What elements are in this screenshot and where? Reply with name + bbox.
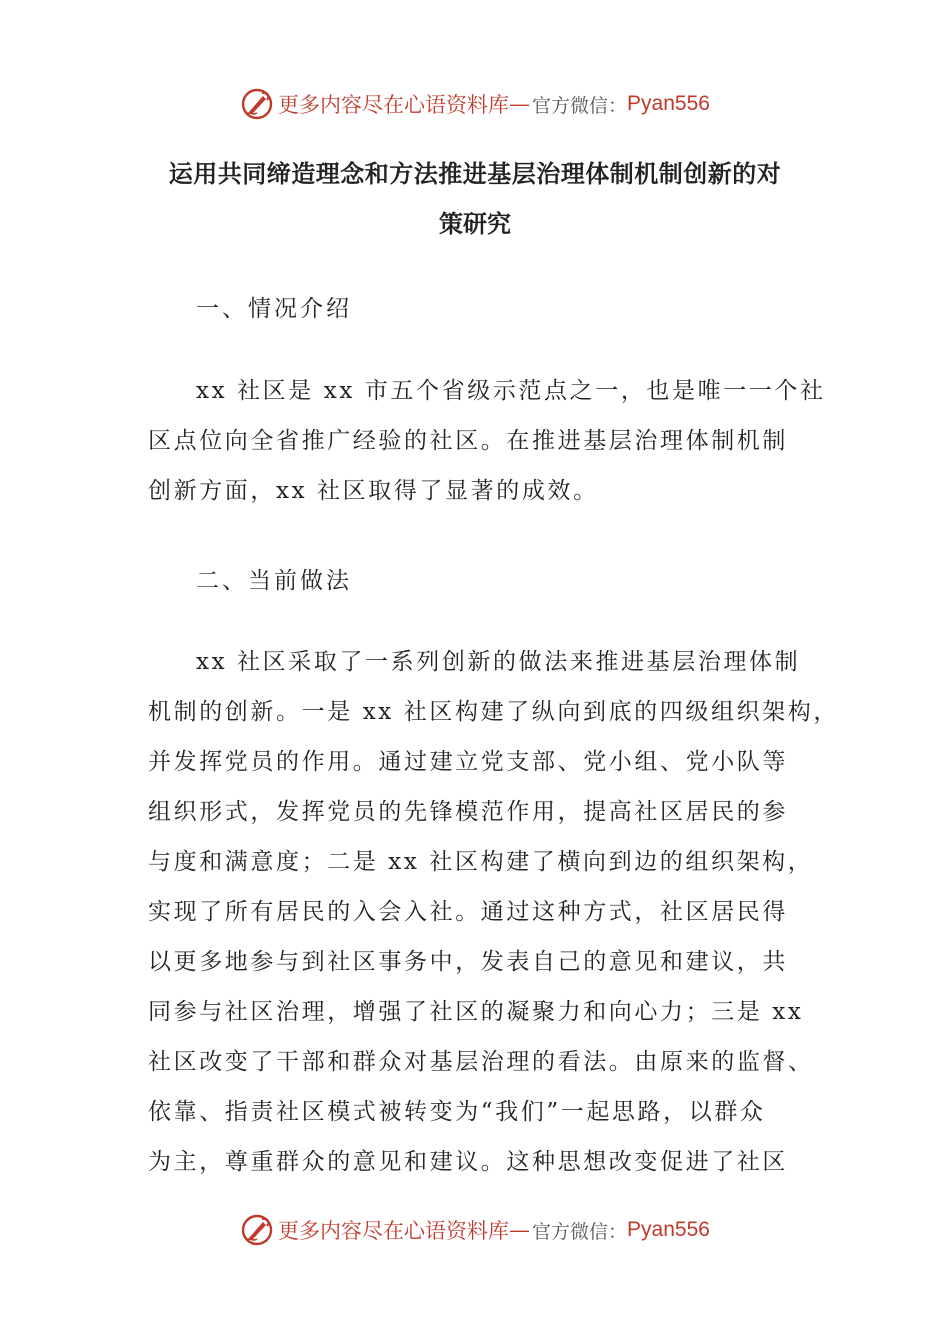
paragraph-line: 以更多地参与到社区事务中，发表自己的意见和建议，共 <box>148 949 788 975</box>
paragraph-line: 区点位向全省推广经验的社区。在推进基层治理体制机制 <box>148 428 788 454</box>
watermark-code: Pyan556 <box>627 92 710 115</box>
watermark-brand-text: 更多内容尽在心语资料库 <box>278 1219 510 1243</box>
watermark-brand-text: 更多内容尽在心语资料库 <box>278 93 510 117</box>
section2-paragraph <box>148 637 839 1187</box>
watermark-banner-bottom <box>0 1208 950 1252</box>
paragraph-line: 机制的创新。一是 xx 社区构建了纵向到底的四级组织架构， <box>148 699 839 725</box>
watermark-separator: — <box>509 1218 531 1242</box>
paragraph-line: xx 社区采取了一系列创新的做法来推进基层治理体制 <box>196 649 801 675</box>
document-title-line1: 运用共同缔造理念和方法推进基层治理体制机制创新的对 <box>168 160 782 188</box>
quill-logo-icon <box>240 1213 274 1247</box>
paragraph-line: 同参与社区治理，增强了社区的凝聚力和向心力；三是 xx <box>148 999 804 1025</box>
paragraph-line: xx 社区是 xx 市五个省级示范点之一，也是唯一一个社 <box>196 378 826 404</box>
paragraph-line: 组织形式，发挥党员的先锋模范作用，提高社区居民的参 <box>148 799 788 825</box>
document-title-line2: 策研究 <box>439 210 511 238</box>
paragraph-line: 实现了所有居民的入会入社。通过这种方式，社区居民得 <box>148 899 788 925</box>
watermark-code: Pyan556 <box>627 1218 710 1241</box>
paragraph-line: 依靠、指责社区模式被转变为“我们”一起思路，以群众 <box>148 1099 766 1125</box>
watermark-banner-top <box>0 82 950 126</box>
watermark-channel-text: 官方微信： <box>532 1220 628 1243</box>
section1-heading: 一、情况介绍 <box>196 296 352 322</box>
paragraph-line: 社区改变了干部和群众对基层治理的看法。由原来的监督、 <box>148 1049 814 1075</box>
watermark-channel-text: 官方微信： <box>532 94 628 117</box>
quill-logo-icon <box>240 87 274 121</box>
paragraph-line: 与度和满意度；二是 xx 社区构建了横向到边的组织架构， <box>148 849 814 875</box>
section2-heading: 二、当前做法 <box>196 568 352 594</box>
watermark-separator: — <box>509 92 531 116</box>
paragraph-line: 为主，尊重群众的意见和建议。这种思想改变促进了社区 <box>148 1149 788 1175</box>
paragraph-line: 并发挥党员的作用。通过建立党支部、党小组、党小队等 <box>148 749 788 775</box>
section1-paragraph <box>148 366 826 516</box>
paragraph-line: 创新方面，xx 社区取得了显著的成效。 <box>148 478 599 504</box>
